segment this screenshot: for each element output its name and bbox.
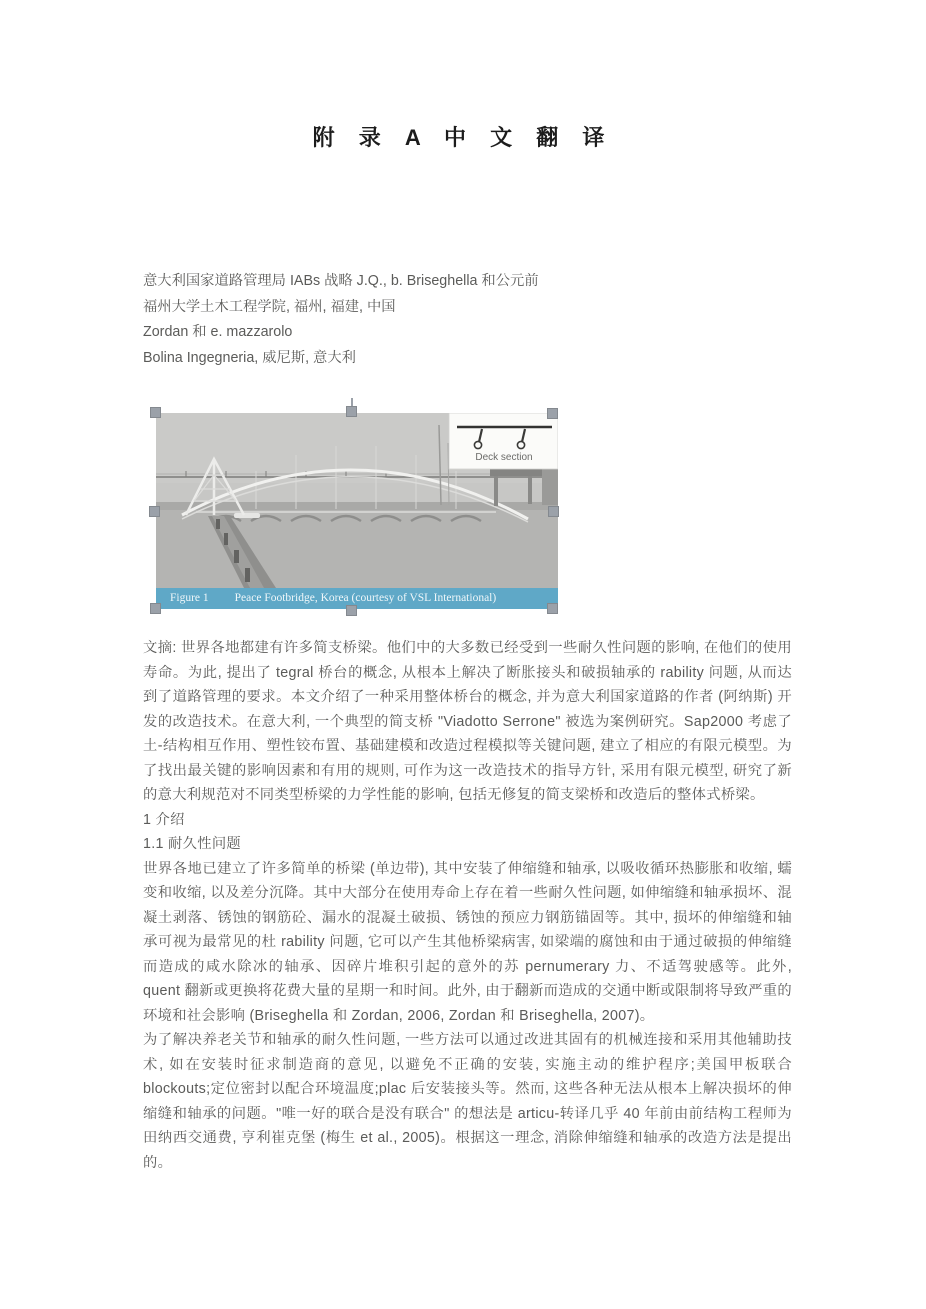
selection-handle-bottom-right[interactable]	[547, 603, 558, 614]
selection-handle-top-left[interactable]	[150, 407, 161, 418]
figure-selected-image[interactable]	[156, 413, 558, 609]
figure-caption-text: Peace Footbridge, Korea (courtesy of VSL International)	[234, 592, 497, 604]
selection-handle-middle-left[interactable]	[149, 506, 160, 517]
paragraph-solutions: 为了解决养老关节和轴承的耐久性问题, 一些方法可以通过改进其固有的机械连接和采用其他辅助技术, 如在安装时征求制造商的意见, 以避免不正确的安装, 实施主动的维护程序;美国甲板联合 blockouts;定位密封以配合环境温度;plac 后安装接头等。然而, 这些各种无法从根本上解决损坏的伸缩缝和轴承的问题。"唯一好的联合是没有联合" 的想法是 articu-转译几乎 40 年前由前结构工程师为田纳西交通费, 亨利崔克堡 (梅生 et al., 2005)。根据这一理念, 消除伸缩缝和轴承的改造方法是提出的。	[143, 1032, 792, 1171]
paragraph-durability: 世界各地已建立了许多简单的桥梁 (单边带), 其中安装了伸缩缝和轴承, 以吸收循环热膨胀和收缩, 蠕变和收缩, 以及差分沉降。其中大部分在使用寿命上存在着一些耐久性问题, 如伸缩缝和轴承损坏、混凝土剥落、锈蚀的钢筋砼、漏水的混凝土破损、锈蚀的预应力钢筋锚固等。其中, 损坏的伸缩缝和轴承可视为最常见的杜 rability 问题, 它可以产生其他桥梁病害, 如梁端的腐蚀和由于通过破损的伸缩缝而造成的咸水除冰的轴承、因碎片堆积引起的意外的苏 pernumerary 力、不适驾驶感等。此外, quent 翻新或更换将花费大量的星期一和时间。此外, 由于翻新而造成的交通中断或限制将导致严重的环境和社会影响 (Briseghella 和 Zordan, 2006, Zordan 和 Briseghella, 2007)。	[143, 860, 792, 1024]
bridge-photo[interactable]	[156, 413, 558, 588]
selection-handle-top-right[interactable]	[547, 408, 558, 419]
selection-handle-bottom-left[interactable]	[150, 603, 161, 614]
page-title: 附 录 A 中 文 翻 译	[312, 125, 614, 150]
selection-handle-bottom-center[interactable]	[346, 605, 357, 616]
deck-section-inset	[449, 413, 558, 469]
figure-caption-number: Figure 1	[170, 592, 209, 604]
deck-section-label: Deck section	[475, 452, 533, 463]
body-text	[143, 636, 792, 1175]
selection-handle-middle-right[interactable]	[548, 506, 559, 517]
author-line: Zordan 和 e. mazzarolo	[143, 324, 293, 340]
author-block	[143, 269, 803, 371]
abstract-paragraph: 文摘: 世界各地都建有许多简支桥梁。他们中的大多数已经受到一些耐久性问题的影响, 在他们的使用寿命。为此, 提出了 tegral 桥台的概念, 从根本上解决了断胀接头和破损轴承的 rability 问题, 从而达到了道路管理的要求。本文介绍了一种采用整体桥台的概念, 并为意大利国家道路的作者 (阿纳斯) 开发的改造技术。在意大利, 一个典型的简支桥 "Viadotto Serrone" 被选为案例研究。Sap2000 考虑了土-结构相互作用、塑性铰布置、基础建模和改造过程模拟等关键问题, 建立了相应的有限元模型。为了找出最关键的影响因素和有用的规则, 可作为这一改造技术的指导方针, 采用有限元模型, 研究了新的意大利规范对不同类型桥梁的力学性能的影响, 包括无修复的简支梁桥和改造后的整体式桥梁。	[143, 640, 792, 803]
figure-caption-bar	[156, 588, 558, 609]
author-line: Bolina Ingegneria, 威尼斯, 意大利	[143, 349, 356, 366]
section-heading-1: 1 介绍	[143, 811, 185, 828]
author-line: 福州大学土木工程学院, 福州, 福建, 中国	[143, 298, 396, 315]
section-heading-1-1: 1.1 耐久性问题	[143, 836, 242, 852]
author-line: 意大利国家道路管理局 IABs 战略 J.Q., b. Briseghella 和公元前	[143, 273, 539, 289]
selection-handle-top-center[interactable]	[346, 406, 357, 417]
